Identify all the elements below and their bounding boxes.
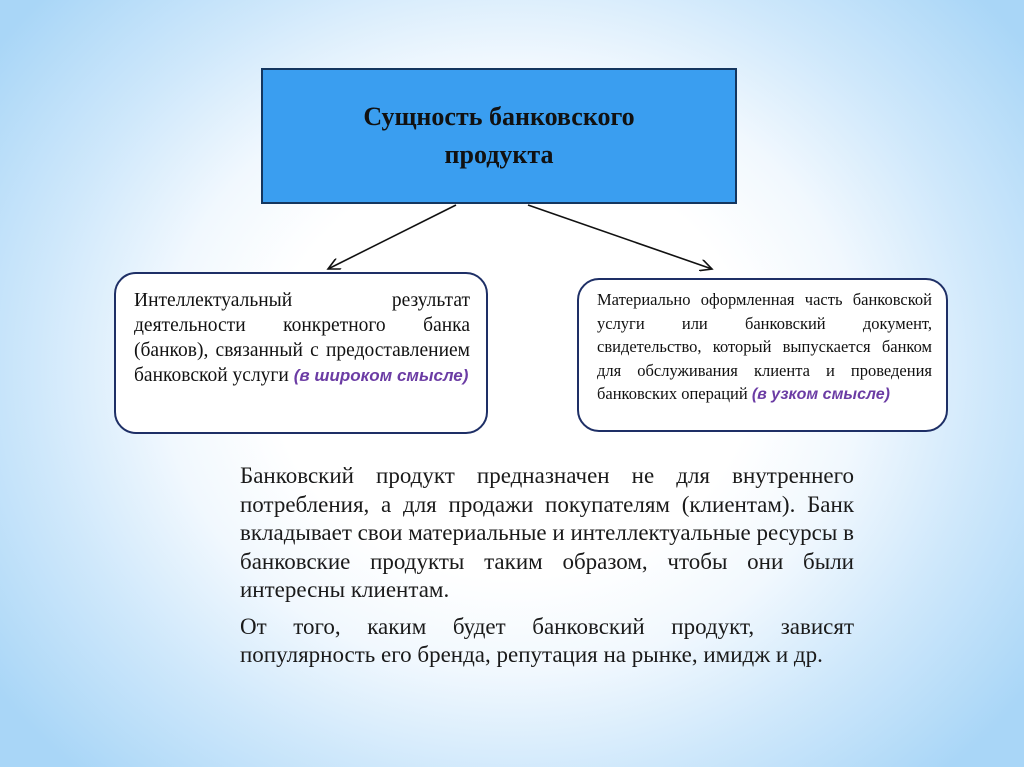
arrow-to-narrow-definition: [528, 205, 712, 269]
narrow-definition-body: Материально оформленная часть банковской услуги или банковский документ, свидетельство, который выпускается банком для обслуживания клиента и проведения банковских операций: [597, 290, 932, 403]
body-paragraph-2: От того, каким будет банковский продукт, зависят популярность его бренда, репутация на рынке, имидж и др.: [240, 613, 854, 667]
narrow-definition-text: [597, 288, 932, 407]
body-text: [240, 462, 854, 678]
broad-definition-box: [114, 272, 488, 434]
arrow-to-broad-definition: [328, 205, 456, 269]
body-paragraph-1: Банковский продукт предназначен не для внутреннего потребления, а для продажи покупателям (клиентам). Банк вкладывает свои материальные и интеллектуальные ресурсы в банковские продукты таким образом, чтобы они были интересны клиентам.: [240, 463, 854, 602]
title-box: [261, 68, 737, 204]
narrow-definition-box: [577, 278, 948, 432]
broad-definition-body: Интеллектуальный результат деятельности конкретного банка (банков), связанный с предоставлением банковской услуги: [134, 290, 470, 386]
narrow-definition-qualifier: (в узком смысле): [751, 386, 890, 403]
broad-definition-text: [134, 288, 470, 388]
diagram-title: Сущность банковского продукта: [363, 102, 635, 169]
broad-definition-qualifier: (в широком смысле): [293, 366, 469, 385]
